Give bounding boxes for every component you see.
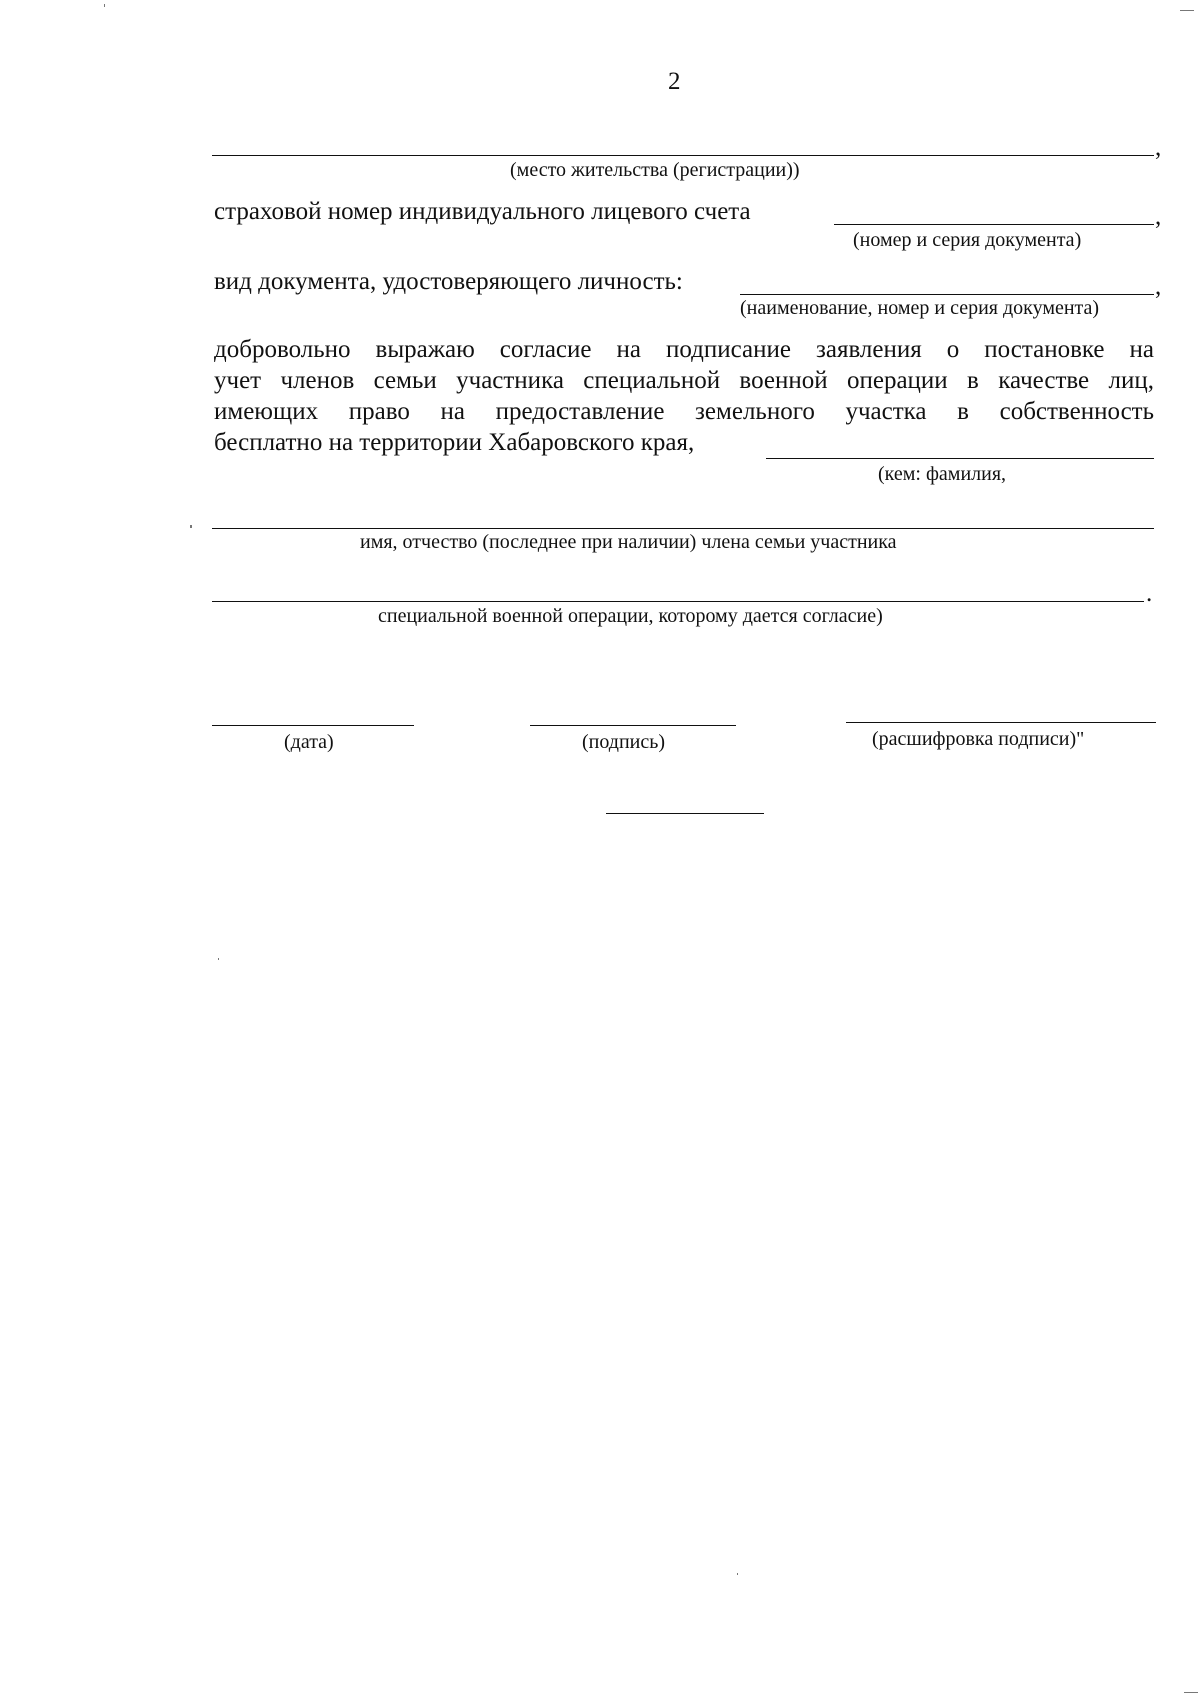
recipient-caption-3: специальной военной операции, которому дается согласие)	[378, 605, 883, 627]
recipient-caption-2: имя, отчество (последнее при наличии) члена семьи участника	[360, 531, 897, 553]
recipient-name-line	[212, 528, 1154, 529]
snils-label: страховой номер индивидуального лицевого счета	[214, 198, 751, 225]
scan-speck	[104, 4, 105, 7]
scan-speck	[218, 958, 219, 960]
scan-speck	[190, 525, 192, 528]
consent-line-3: имеющих право на предоставление земельного участка в собственность	[214, 398, 1154, 425]
consent-line-4: бесплатно на территории Хабаровского края,	[214, 429, 695, 456]
decoding-line	[846, 722, 1156, 723]
decoding-caption: (расшифровка подписи)"	[872, 728, 1085, 750]
residence-line	[212, 155, 1154, 156]
snils-comma: ,	[1155, 203, 1162, 230]
id-document-caption: (наименование, номер и серия документа)	[740, 297, 1100, 319]
consent-recipient-line	[766, 458, 1154, 459]
page-number: 2	[668, 68, 681, 95]
scan-speck	[1180, 10, 1194, 11]
id-document-label: вид документа, удостоверяющего личность:	[214, 268, 683, 295]
id-document-comma: ,	[1155, 273, 1162, 300]
date-line	[212, 725, 414, 726]
snils-line	[834, 224, 1154, 225]
recipient-name-line-2	[212, 601, 1144, 602]
scan-speck	[737, 1573, 738, 1575]
signature-line	[530, 725, 736, 726]
consent-line-1: добровольно выражаю согласие на подписание заявления о постановке на	[214, 336, 1154, 363]
date-caption: (дата)	[284, 731, 334, 753]
scan-speck	[1184, 1692, 1198, 1693]
residence-comma: ,	[1155, 134, 1162, 161]
consent-line-2: учет членов семьи участника специальной военной операции в качестве лиц,	[214, 367, 1154, 394]
signature-caption: (подпись)	[582, 731, 666, 753]
recipient-caption-1: (кем: фамилия,	[878, 463, 1007, 485]
closing-separator	[606, 813, 764, 814]
id-document-line	[740, 294, 1154, 295]
recipient-period: .	[1146, 580, 1153, 607]
consent-paragraph	[214, 334, 1154, 427]
residence-caption: (место жительства (регистрации))	[510, 159, 800, 181]
snils-caption: (номер и серия документа)	[853, 229, 1082, 251]
